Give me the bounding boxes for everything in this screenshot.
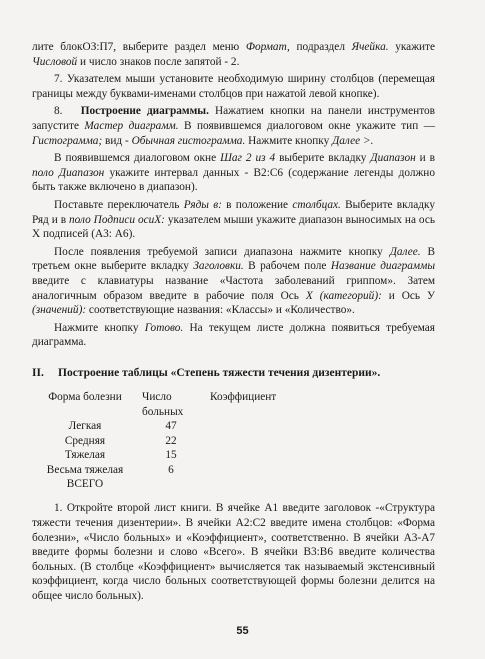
- table-row: [32, 434, 330, 448]
- table-cell: [204, 419, 330, 433]
- table-header-cell: Число больных: [142, 391, 184, 418]
- paragraph-step-2-of-4: В появившемся диалоговом окне Шаг 2 из 4 выберите вкладку Диапазон и в поло Диапазон укажите интервал данных - В2:С6 (содержание легенды должно быть также включено в диапазон).: [32, 152, 435, 194]
- paragraph-finish: Нажмите кнопку Готово. На текущем листе должна появиться требуемая диаграмма.: [32, 321, 435, 349]
- section-number: II.: [32, 366, 44, 379]
- paragraph-series-switch: Поставьте переключатель Ряды в: в положение столбцах. Выберите вкладку Ряд и в поло Подписи осиХ: указателем мыши укажите диапазон выносимых на ось X подписей (A3: А6).: [32, 198, 435, 241]
- page-number: 55: [236, 625, 249, 637]
- paragraph-format-cells: лите блокОЗ:П7, выберите раздел меню Формат, подраздел Ячейка. укажите Числовой и число знаков после запятой - 2.: [32, 41, 436, 68]
- table-cell: Весьма тяжелая: [46, 463, 124, 476]
- table-row: [32, 463, 330, 477]
- table-cell: ВСЕГО: [66, 477, 104, 490]
- table-cell: 47: [165, 420, 177, 433]
- table-cell: 15: [165, 449, 177, 462]
- section-heading: [32, 366, 435, 381]
- table-cell: 22: [165, 434, 177, 447]
- table-cell: Легкая: [68, 420, 102, 433]
- table-cell: [204, 434, 330, 448]
- table-cell: [204, 463, 330, 477]
- paragraph-open-second-sheet: 1. Откройте второй лист книги. В ячейке А1 введите заголовок -«Структура тяжести течения дизентерии». В ячейки А2:С2 введите имена столбцов: «Форма болезни», «Число больных» и «Коэффициент», соответственно. В ячейки А3-А7 введите формы болезни и слово «Всего». В ячейки В3:В6 введите количества больных. (В столбце «Коэффициент» вычисляется так называемый экстенсивный коэффициент, когда число больных соответствующей формы болезни делится на общее число больных).: [32, 502, 435, 602]
- table-cell: Средняя: [64, 434, 106, 447]
- table-cell: [204, 448, 330, 462]
- table-row: [32, 448, 330, 462]
- table-cell: [204, 477, 330, 491]
- table-cell: 6: [168, 463, 174, 476]
- table-header-cell: Форма болезни: [48, 391, 122, 404]
- section-title: Построение таблицы «Степень тяжести течения дизентерии».: [58, 366, 381, 379]
- table-header-row: [32, 390, 330, 419]
- table-header-cell: Коэффициент: [210, 391, 277, 404]
- table-row: [32, 477, 330, 491]
- table-cell: Тяжелая: [64, 449, 106, 462]
- paragraph-titles: После появления требуемой записи диапазона нажмите кнопку Далее. В третьем окне выберите вкладку Заголовки. В рабочем поле Название диаграммы введите с клавиатуры название «Частота заболеваний гриппом». Затем аналогичным образом введите в рабочие поля Ось X (категорий): и Ось У (значений): соответствующие названия: «Классы» и «Количество».: [32, 245, 436, 317]
- dysentery-table: [32, 390, 330, 491]
- paragraph-step-7: 7. Указателем мыши установите необходимую ширину столбцов (перемещая границы между буквами-именами столбцов при нажатой левой кнопке).: [32, 73, 435, 100]
- table-row: [32, 419, 330, 433]
- paragraph-step-8: 8. Построение диаграммы. Нажатием кнопки на панели инструментов запустите Мастер диаграмм. В появившемся диалоговом окне укажите тип — Гистограмма; вид - Обычная гистограмма. Нажмите кнопку Далее >.: [32, 105, 435, 147]
- table-cell: [138, 477, 204, 491]
